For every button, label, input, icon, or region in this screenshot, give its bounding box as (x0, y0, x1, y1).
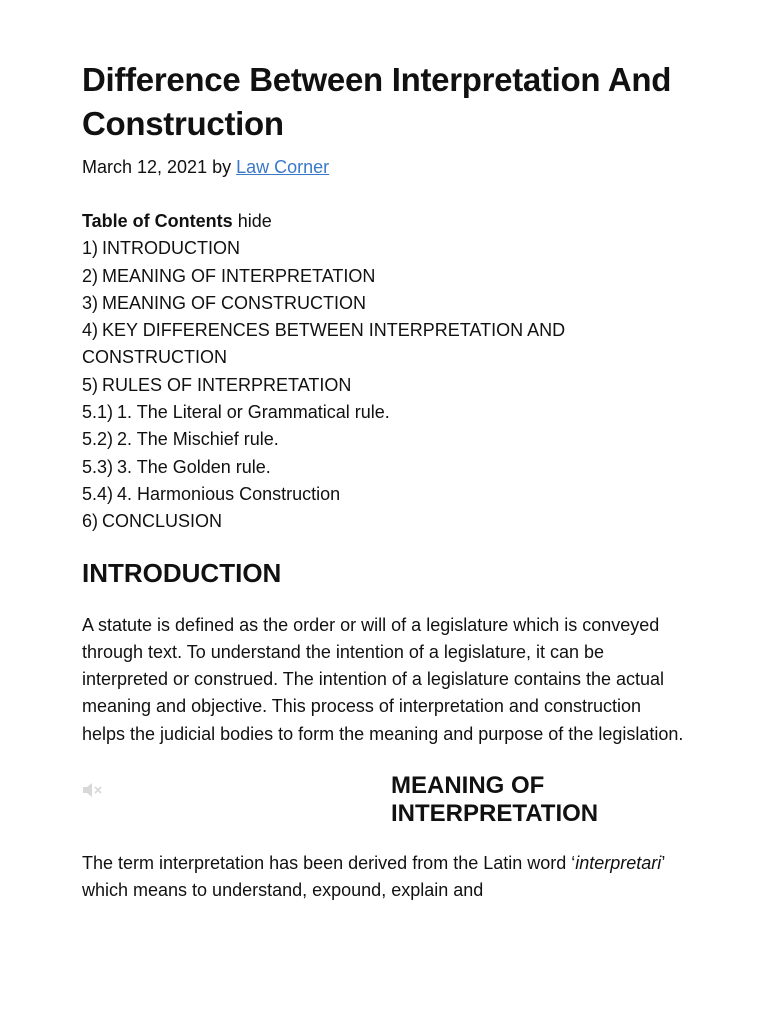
toc-item[interactable] (82, 508, 602, 535)
toc-item-label[interactable]: INTRODUCTION (102, 238, 241, 259)
toc-item-label[interactable]: KEY DIFFERENCES BETWEEN INTERPRETATION AND CONSTRUCTION (82, 320, 566, 368)
toc-item-number: 3) (82, 292, 99, 313)
toc-item-number: 5.2) (82, 429, 114, 450)
meaning-interpretation-heading: MEANING OF INTERPRETATION (391, 772, 599, 828)
toc-item-label[interactable]: MEANING OF INTERPRETATION (102, 265, 376, 286)
toc-item-number: 5) (82, 374, 99, 395)
toc-item-label[interactable]: 1. The Literal or Grammatical rule. (117, 402, 390, 423)
article-meta (82, 154, 686, 180)
toc-item-number: 5.3) (82, 456, 114, 477)
article-title: Difference Between Interpretation And Construction (82, 61, 672, 142)
toc-item-number: 6) (82, 511, 99, 532)
toc-item-number: 2) (82, 265, 99, 286)
publish-date: March 12, 2021 (82, 157, 208, 177)
toc-item[interactable] (82, 454, 602, 481)
toc-item-number: 1) (82, 238, 99, 259)
byline-by: by (212, 157, 232, 177)
toc-heading: Table of Contents (82, 211, 233, 231)
table-of-contents (82, 208, 686, 536)
toc-hide-toggle[interactable]: hide (237, 211, 272, 231)
introduction-paragraph: A statute is defined as the order or will of a legislature which is conveyed through text. To understand the intention of a legislature, it can be interpreted or construed. The intention of a legislature contains the actual meaning and objective. This process of interpretation and construction helps the judicial bodies to form the meaning and purpose of the legislation. (82, 614, 684, 744)
toc-item[interactable] (82, 426, 602, 453)
toc-item[interactable] (82, 372, 602, 399)
toc-item-label[interactable]: CONCLUSION (102, 511, 223, 532)
toc-item-number: 5.1) (82, 402, 114, 423)
toc-item[interactable] (82, 290, 602, 317)
toc-header (82, 208, 686, 235)
paragraph-text-start: The term interpretation has been derived from the Latin word ‘ (82, 853, 576, 874)
toc-item-label[interactable]: 4. Harmonious Construction (117, 483, 341, 504)
toc-item-label[interactable]: RULES OF INTERPRETATION (102, 374, 352, 395)
toc-list (82, 235, 686, 535)
toc-item-label[interactable]: 3. The Golden rule. (117, 456, 271, 477)
meaning-interpretation-paragraph (82, 850, 686, 905)
author-link[interactable]: Law Corner (236, 157, 330, 177)
introduction-heading: INTRODUCTION (82, 557, 282, 588)
toc-item-number: 4) (82, 320, 99, 341)
toc-item[interactable] (82, 263, 602, 290)
latin-word: interpretari (575, 853, 662, 874)
meaning-heading-row (82, 772, 686, 832)
toc-item-label[interactable]: MEANING OF CONSTRUCTION (102, 292, 367, 313)
toc-item[interactable] (82, 481, 602, 508)
speaker-muted-icon[interactable] (82, 782, 104, 798)
paragraph-text-end: ’ which means to understand, expound, explain and (82, 853, 665, 901)
toc-item[interactable] (82, 235, 602, 262)
toc-item-label[interactable]: 2. The Mischief rule. (117, 429, 279, 450)
toc-item-number: 5.4) (82, 483, 114, 504)
toc-item[interactable] (82, 317, 602, 372)
toc-item[interactable] (82, 399, 602, 426)
